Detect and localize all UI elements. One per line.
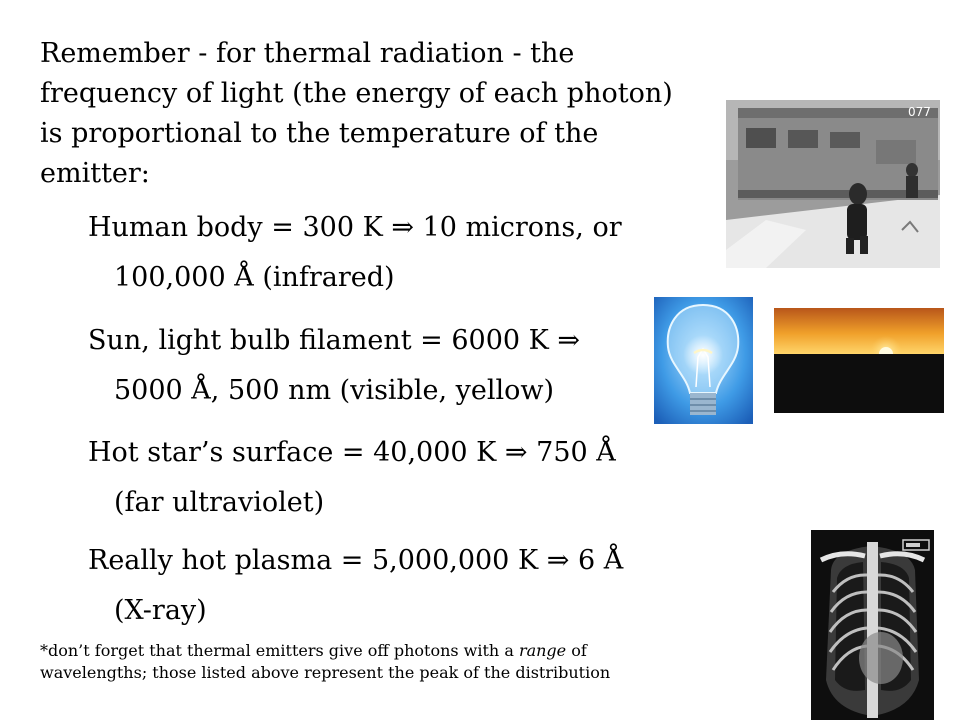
footnote-text-start: *don’t forget that thermal emitters give off photons with a <box>40 641 519 660</box>
example-continuation: 100,000 Å (infrared) <box>114 262 395 293</box>
thermal-example-human-body <box>88 203 668 303</box>
example-left-text: Human body = 300 K <box>88 212 383 243</box>
example-left-text: Really hot plasma = 5,000,000 K <box>88 545 539 576</box>
thermal-example-sun <box>88 316 668 416</box>
sunset-photo <box>774 308 944 413</box>
chest-xray-photo <box>811 530 934 720</box>
thermal-infrared-photo <box>726 100 940 268</box>
thermal-example-hot-star <box>88 428 668 528</box>
implies-arrow: ⇒ <box>557 325 581 356</box>
thermal-example-plasma <box>88 536 668 636</box>
example-left-text: Sun, light bulb filament = 6000 K <box>88 325 549 356</box>
implies-arrow: ⇒ <box>391 212 414 243</box>
implies-arrow: ⇒ <box>504 437 528 468</box>
example-right-text: 750 Å <box>536 437 616 468</box>
example-continuation: 5000 Å, 500 nm (visible, yellow) <box>114 375 555 406</box>
example-continuation: (X-ray) <box>114 595 207 626</box>
example-continuation: (far ultraviolet) <box>114 487 325 518</box>
footnote <box>40 640 680 684</box>
example-right-text: 10 microns, or <box>422 212 622 243</box>
implies-arrow: ⇒ <box>546 545 570 576</box>
footnote-text-end: of wavelengths; those listed above represent the peak of the distribution <box>40 641 611 682</box>
light-bulb-photo <box>654 297 753 424</box>
thermal-overlay-text: 077 <box>908 105 931 119</box>
intro-paragraph: Remember - for thermal radiation - the frequency of light (the energy of each photon) is proportional to the temperature of the emitter: <box>40 38 673 189</box>
footnote-emphasis: range <box>518 641 567 660</box>
example-left-text: Hot star’s surface = 40,000 K <box>88 437 497 468</box>
example-right-text: 6 Å <box>577 545 624 576</box>
